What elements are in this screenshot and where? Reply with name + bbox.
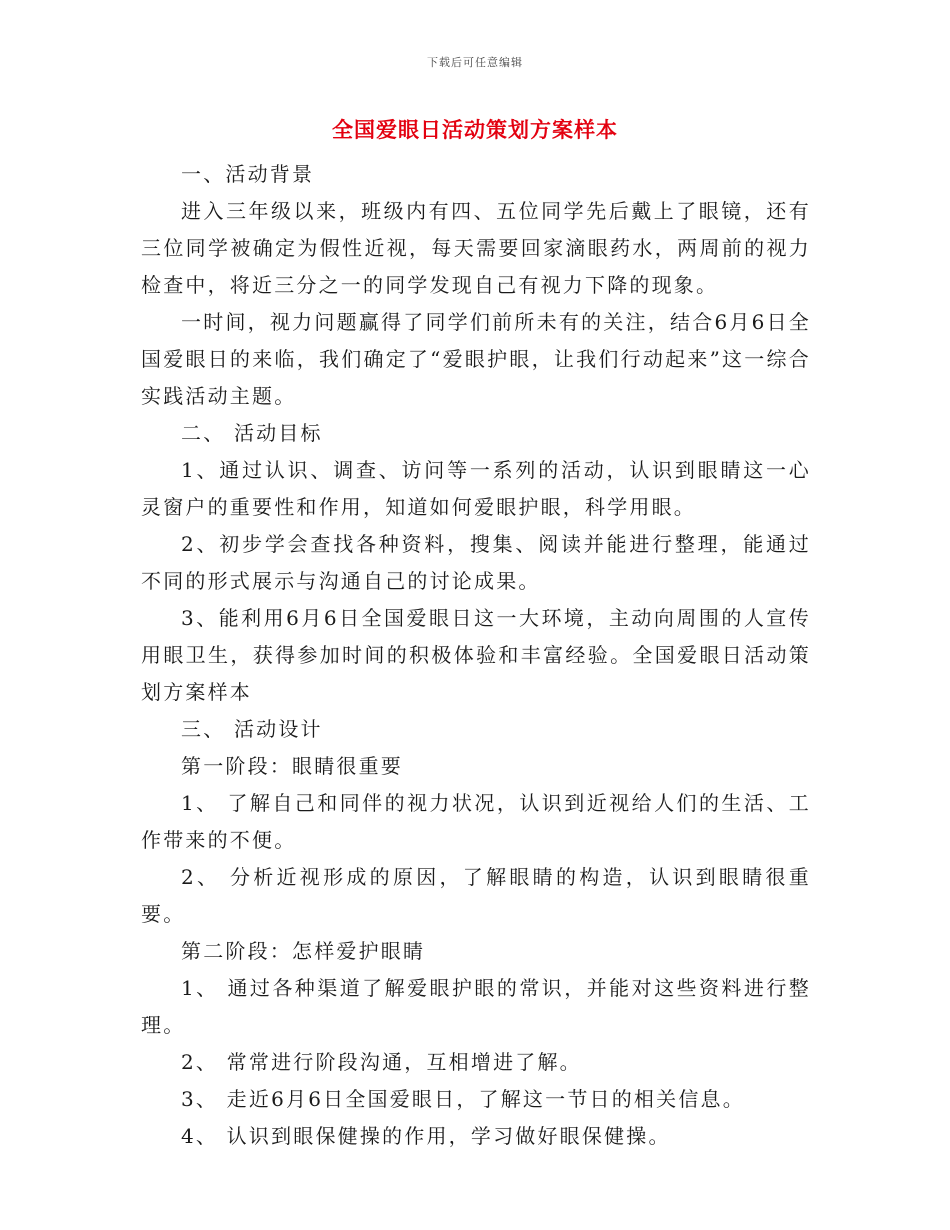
goal-item-3: 3、能利用6月6日全国爱眼日这一大环境，主动向周围的人宣传用眼卫生，获得参加时间的积极体验和丰富经验。全国爱眼日活动策划方案样本 bbox=[141, 606, 811, 704]
stage1-item-1: 1、 了解自己和同伴的视力状况，认识到近视给人们的生活、工作带来的不便。 bbox=[141, 791, 811, 852]
stage-heading-1: 第一阶段：眼睛很重要 bbox=[181, 754, 403, 778]
paragraph-background-2: 一时间，视力问题赢得了同学们前所未有的关注，结合6月6日全国爱眼日的来临，我们确定了“爱眼护眼，让我们行动起来”这一综合实践活动主题。 bbox=[141, 310, 811, 408]
goal-item-1: 1、通过认识、调查、访问等一系列的活动，认识到眼睛这一心灵窗户的重要性和作用，知道如何爱眼护眼，科学用眼。 bbox=[141, 458, 811, 519]
stage2-item-1: 1、 通过各种渠道了解爱眼护眼的常识，并能对这些资料进行整理。 bbox=[141, 976, 811, 1037]
stage2-item-3: 3、 走近6月6日全国爱眼日，了解这一节日的相关信息。 bbox=[181, 1087, 745, 1111]
stage1-item-2: 2、 分析近视形成的原因，了解眼睛的构造，认识到眼睛很重要。 bbox=[141, 865, 811, 926]
section-heading-background: 一、活动背景 bbox=[181, 162, 315, 186]
section-heading-design: 三、 活动设计 bbox=[181, 717, 323, 741]
section-heading-goals: 二、 活动目标 bbox=[181, 421, 323, 445]
stage-heading-2: 第二阶段：怎样爱护眼睛 bbox=[181, 939, 426, 963]
header-note: 下载后可任意编辑 bbox=[427, 56, 523, 69]
paragraph-background-1: 进入三年级以来，班级内有四、五位同学先后戴上了眼镜，还有三位同学被确定为假性近视，每天需要回家滴眼药水，两周前的视力检查中，将近三分之一的同学发现自己有视力下降的现象。 bbox=[141, 199, 811, 297]
document-body bbox=[141, 156, 811, 1155]
goal-item-2: 2、初步学会查找各种资料，搜集、阅读并能进行整理，能通过不同的形式展示与沟通自己的讨论成果。 bbox=[141, 532, 811, 593]
document-title: 全国爱眼日活动策划方案样本 bbox=[332, 117, 618, 142]
stage2-item-4: 4、 认识到眼保健操的作用，学习做好眼保健操。 bbox=[181, 1124, 671, 1148]
stage2-item-2: 2、 常常进行阶段沟通，互相增进了解。 bbox=[181, 1050, 582, 1074]
